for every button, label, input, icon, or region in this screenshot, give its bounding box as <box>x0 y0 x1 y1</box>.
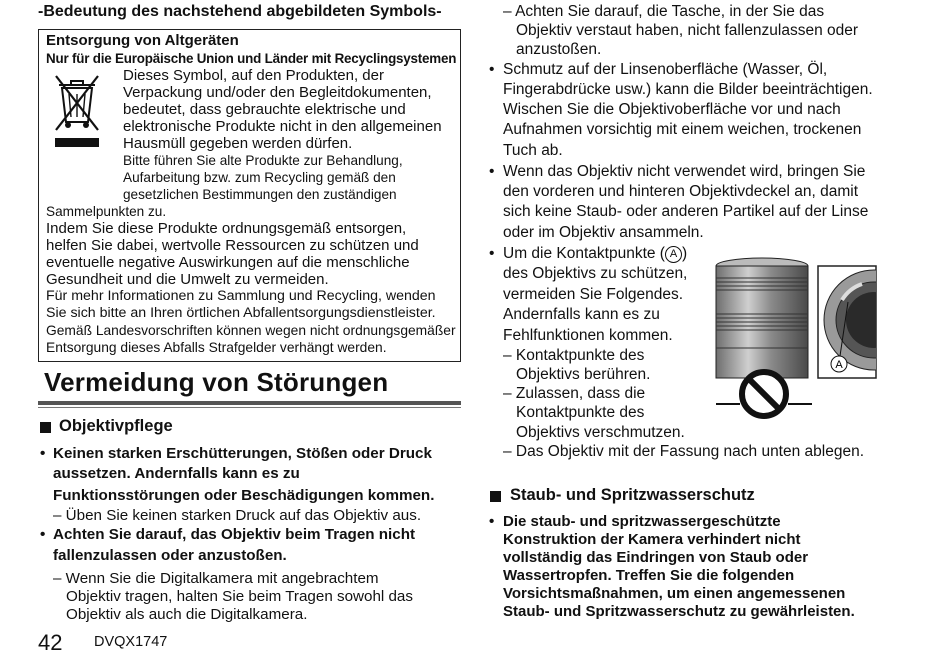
sub-line: Objektiv tragen, halten Sie beim Tragen sowohl das <box>66 588 413 605</box>
sub-line: Kontaktpunkte des <box>516 404 645 421</box>
bullet-line: Keinen starken Erschütterungen, Stößen oder Druck <box>53 445 432 462</box>
info-line: Für mehr Informationen zu Sammlung und Recycling, wenden <box>46 288 436 304</box>
dash-line: – Achten Sie darauf, die Tasche, in der Sie das <box>503 3 825 20</box>
objektivpflege-heading: Objektivpflege <box>59 417 173 435</box>
sub-line: Objektivs verschmutzen. <box>516 424 685 441</box>
staub-heading: Staub- und Spritzwasserschutz <box>510 486 755 504</box>
contact-point-label: A <box>835 359 843 371</box>
bullet-line: vollständig das Eindringen von Staub oder <box>503 549 809 566</box>
bullet-line: den vorderen und hinteren Objektivdeckel an, damit <box>503 183 858 200</box>
small-line: Aufarbeitung bzw. zum Recycling gemäß den <box>123 170 396 185</box>
bullet-line <box>503 244 687 264</box>
bullet-line: Konstruktion der Kamera verhindert nicht <box>503 531 801 548</box>
bullet-icon: • <box>489 61 495 78</box>
bullet-line: Funktionsstörungen oder Beschädigungen kommen. <box>53 487 435 504</box>
disposal-subtitle: Nur für die Europäische Union und Länder mit Recyclingsystemen <box>46 51 457 66</box>
bullet-line: Die staub- und spritzwassergeschützte <box>503 513 781 530</box>
bullet-line: Wischen Sie die Objektivoberfläche vor und nach <box>503 101 841 118</box>
page-title: Vermeidung von Störungen <box>44 367 389 397</box>
contact-a-badge: A <box>665 246 682 263</box>
collection-line: Sammelpunkten zu. <box>46 204 167 219</box>
document-code: DVQX1747 <box>94 634 168 650</box>
proper-line: helfen Sie dabei, wertvolle Ressourcen zu schützen und <box>46 237 419 254</box>
dash-line: anzustoßen. <box>516 41 602 58</box>
proper-line: eventuelle negative Auswirkungen auf die menschliche <box>46 254 410 271</box>
bullet-line: des Objektivs zu schützen, <box>503 265 688 282</box>
info-line: Entsorgung dieses Abfalls Strafgelder verhängt werden. <box>46 340 387 355</box>
sub-line: – Zulassen, dass die <box>503 385 646 402</box>
title-rule-thin <box>38 407 461 408</box>
bullet-icon: • <box>489 163 495 180</box>
small-line: Bitte führen Sie alte Produkte zur Behandlung, <box>123 153 403 168</box>
sub-line: – Kontaktpunkte des <box>503 347 645 364</box>
bullet-icon: • <box>40 445 46 462</box>
disposal-title: Entsorgung von Altgeräten <box>46 32 239 49</box>
bullet-icon: • <box>40 526 46 543</box>
bullet-line: Wassertropfen. Treffen Sie die folgenden <box>503 567 795 584</box>
proper-line: Indem Sie diese Produkte ordnungsgemäß entsorgen, <box>46 220 407 237</box>
bullet-line: Wenn das Objektiv nicht verwendet wird, bringen Sie <box>503 163 866 180</box>
bullet-line: Fingerabdrücke usw.) kann die Bilder beeinträchtigen. <box>503 81 873 98</box>
bullet-line: Aufnahmen vorsichtig mit einem weichen, trockenen <box>503 121 862 138</box>
symbol-line: bedeutet, dass gebrauchte elektrische und <box>123 101 406 118</box>
page-number: 42 <box>38 630 63 655</box>
bullet-icon: • <box>489 513 495 530</box>
symbol-line: elektronische Produkte nicht in den allgemeinen <box>123 118 442 135</box>
bullet-line: Schmutz auf der Linsenoberfläche (Wasser, Öl, <box>503 61 828 78</box>
section-square-icon <box>40 422 51 433</box>
symbol-section-heading: -Bedeutung des nachstehend abgebildeten Symbols- <box>38 3 442 20</box>
sub-line: – Wenn Sie die Digitalkamera mit angebrachtem <box>53 570 379 587</box>
bullet-line: Achten Sie darauf, das Objektiv beim Tragen nicht <box>53 526 416 543</box>
bullet-line: Staub- und Spritzwasserschutz zu gewährleisten. <box>503 603 855 620</box>
small-line: gesetzlichen Bestimmungen den zuständigen <box>123 187 397 202</box>
lens-illustration <box>712 256 880 420</box>
info-line: Gemäß Landesvorschriften können wegen nicht ordnungsgemäßer <box>46 323 456 338</box>
info-line: Sie sich bitte an Ihren örtlichen Abfallentsorgungsdienstleister. <box>46 305 436 321</box>
contacts-text: Um die Kontaktpunkte ( <box>503 245 665 262</box>
bullet-line: sich keine Staub- oder anderen Partikel auf der Linse <box>503 203 869 220</box>
sub-line: Objektiv als auch die Digitalkamera. <box>66 606 308 623</box>
contacts-close: ) <box>681 245 688 262</box>
bullet-line: Vorsichtsmaßnahmen, um einen angemessenen <box>503 585 846 602</box>
bullet-icon: • <box>489 245 495 262</box>
bullet-line: Fehlfunktionen kommen. <box>503 327 673 344</box>
symbol-line: Verpackung und/oder den Begleitdokumenten, <box>123 84 432 101</box>
sub-line: Objektivs berühren. <box>516 366 651 383</box>
title-rule <box>38 401 461 405</box>
dash-line: Objektiv verstaut haben, nicht fallenzulassen oder <box>516 22 859 39</box>
weee-bin-icon <box>52 70 102 150</box>
symbol-line: Hausmüll gegeben werden dürfen. <box>123 135 353 152</box>
bullet-line: fallenzulassen oder anzustoßen. <box>53 547 287 564</box>
sub-line: – Das Objektiv mit der Fassung nach unten ablegen. <box>503 443 865 460</box>
sub-item-pressure: – Üben Sie keinen starken Druck auf das Objektiv aus. <box>53 507 422 524</box>
bullet-line: vermeiden Sie Folgendes. <box>503 286 684 303</box>
bullet-line: Tuch ab. <box>503 142 563 159</box>
proper-line: Gesundheit und die Umwelt zu vermeiden. <box>46 271 329 288</box>
bullet-line: Andernfalls kann es zu <box>503 306 660 323</box>
bullet-line: aussetzen. Andernfalls kann es zu <box>53 465 300 482</box>
section-square-icon <box>490 491 501 502</box>
symbol-line: Dieses Symbol, auf den Produkten, der <box>123 67 384 84</box>
bullet-line: oder im Objektiv ansammeln. <box>503 224 704 241</box>
